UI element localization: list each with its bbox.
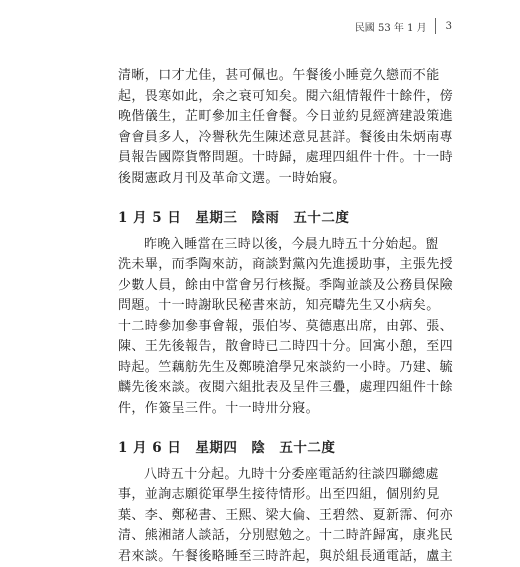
text-line: 起，畏寒如此，余之衰可知矣。閱六組情報件十餘件，傍 [118, 87, 422, 108]
text-line: 後閱憲政月刊及革命文選。一時始寢。 [118, 169, 422, 190]
text-line: 問題。十一時謝耿民秘書來訪，知亮疇先生又小病矣。 [118, 296, 422, 317]
text-line: 葉、李、鄭秘書、王熙、梁大倫、王碧然、夏新霈、何亦 [118, 506, 422, 527]
text-line: 麟先後來談。夜閱六組批表及呈件三疊，處理四組件十餘 [118, 378, 422, 399]
text-line: 八時五十分起。九時十分委座電話約往談四聯總處 [118, 465, 422, 486]
running-title: 民國 53 年 1 月 [355, 19, 427, 34]
text-line: 十二時參加參事會報，張伯岑、莫德惠出席，由郭、張、 [118, 317, 422, 338]
text-line: 員報告國際貨幣問題。十時歸，處理四組件十件。十一時 [118, 148, 422, 169]
text-line: 少數人員，餘由中當會另行核擬。季陶並談及公務員保險 [118, 276, 422, 297]
entry-jan5 [118, 235, 422, 420]
page-number: 3 [446, 21, 452, 32]
text-line: 君來談。午餐後略睡至三時許起，與於組長通電話，盧主 [118, 547, 422, 567]
diary-body [118, 66, 422, 567]
entry-heading-jan5: 1 月 5 日 星期三 陰雨 五十二度 [118, 208, 422, 229]
entry-jan4-continued [118, 66, 422, 189]
text-line: 時起。竺藕舫先生及鄭曉滄學兄來談約一小時。乃建、毓 [118, 358, 422, 379]
text-line: 洗未畢，而季陶來訪，商談對黨內先進援助事，主張先授 [118, 255, 422, 276]
page-header [355, 18, 452, 34]
text-line: 昨晚入睡當在三時以後，今晨九時五十分始起。盥 [118, 235, 422, 256]
entry-jan6 [118, 465, 422, 567]
text-line: 清晰，口才尤佳，甚可佩也。午餐後小睡竟久戀而不能 [118, 66, 422, 87]
text-line: 事，並詢志願從軍學生接待情形。出至四組，個別約見 [118, 485, 422, 506]
entry-heading-jan6: 1 月 6 日 星期四 陰 五十二度 [118, 438, 422, 459]
header-divider [435, 18, 436, 34]
text-line: 件，作簽呈三件。十一時卅分寢。 [118, 399, 422, 420]
text-line: 會會員多人，冷譽秋先生陳述意見甚詳。餐後由朱炳南專 [118, 128, 422, 149]
text-line: 清、熊湘諸人談話，分別慰勉之。十二時許歸寓，康兆民 [118, 526, 422, 547]
text-line: 陳、王先後報告，散會時已二時四十分。回寓小憩，至四 [118, 337, 422, 358]
text-line: 晚偕儀生，芷町參加主任會餐。今日並約見經濟建設策進 [118, 107, 422, 128]
